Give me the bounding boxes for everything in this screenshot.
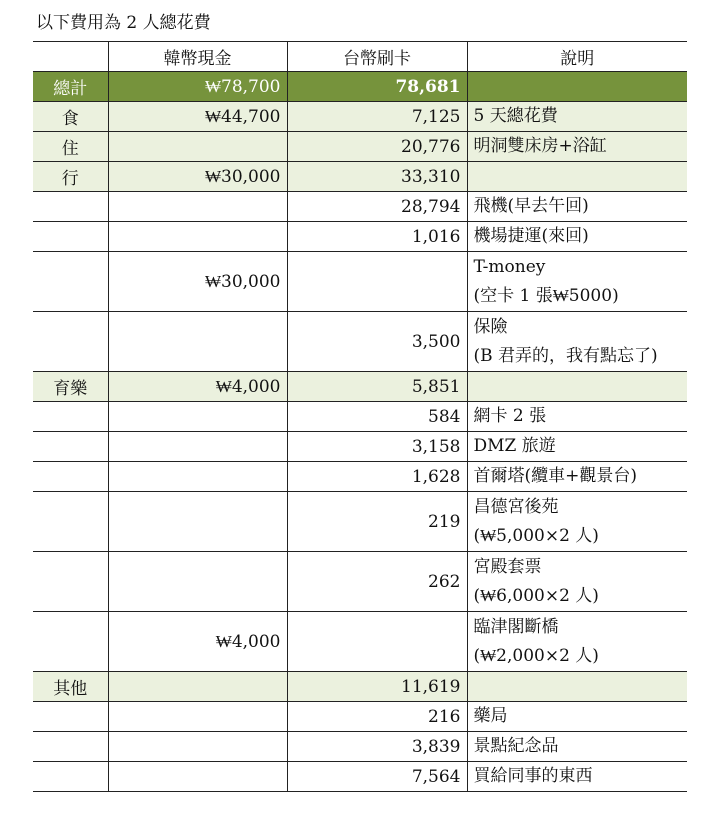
category-label bbox=[33, 312, 108, 372]
twd-card-cell: 219 bbox=[287, 492, 467, 552]
header-category bbox=[33, 42, 108, 72]
table-row bbox=[33, 552, 687, 612]
category-label bbox=[33, 252, 108, 312]
category-label bbox=[33, 492, 108, 552]
krw-cash-cell bbox=[108, 132, 287, 162]
description-cell bbox=[467, 672, 687, 702]
description-cell bbox=[467, 252, 687, 312]
krw-cash-cell: ₩30,000 bbox=[108, 252, 287, 312]
krw-cash-cell bbox=[108, 702, 287, 732]
krw-cash-cell bbox=[108, 432, 287, 462]
krw-cash-cell bbox=[108, 732, 287, 762]
category-row bbox=[33, 132, 687, 162]
description-cell bbox=[467, 552, 687, 612]
krw-cash-cell bbox=[108, 552, 287, 612]
table-row bbox=[33, 732, 687, 762]
category-row bbox=[33, 672, 687, 702]
twd-card-cell bbox=[287, 252, 467, 312]
twd-card-cell: 1,628 bbox=[287, 462, 467, 492]
category-row bbox=[33, 372, 687, 402]
krw-cash-cell: ₩30,000 bbox=[108, 162, 287, 192]
table-row bbox=[33, 432, 687, 462]
category-label: 食 bbox=[33, 102, 108, 132]
twd-card-cell: 20,776 bbox=[287, 132, 467, 162]
krw-cash-cell bbox=[108, 222, 287, 252]
description-cell bbox=[467, 222, 687, 252]
category-label bbox=[33, 702, 108, 732]
category-label bbox=[33, 552, 108, 612]
description-line: DMZ 旅遊 bbox=[473, 436, 556, 456]
description-line: (₩2,000×2 人) bbox=[473, 645, 599, 666]
krw-cash-cell bbox=[108, 672, 287, 702]
category-label bbox=[33, 192, 108, 222]
description-line: 昌德宮後苑 bbox=[473, 496, 559, 517]
twd-card-cell bbox=[287, 612, 467, 672]
table-row bbox=[33, 492, 687, 552]
description-line: (₩6,000×2 人) bbox=[473, 585, 599, 606]
krw-cash-cell bbox=[108, 312, 287, 372]
header-krw-cash: 韓幣現金 bbox=[108, 42, 287, 72]
expense-table bbox=[33, 41, 687, 792]
krw-cash-cell bbox=[108, 492, 287, 552]
table-row bbox=[33, 402, 687, 432]
total-note bbox=[467, 72, 687, 102]
twd-card-cell: 33,310 bbox=[287, 162, 467, 192]
twd-card-cell: 28,794 bbox=[287, 192, 467, 222]
total-krw: ₩78,700 bbox=[108, 72, 287, 102]
document-caption: 以下費用為 2 人總花費 bbox=[36, 13, 211, 33]
description-cell bbox=[467, 702, 687, 732]
krw-cash-cell bbox=[108, 462, 287, 492]
header-twd-card: 台幣刷卡 bbox=[287, 42, 467, 72]
twd-card-cell: 3,500 bbox=[287, 312, 467, 372]
twd-card-cell: 3,839 bbox=[287, 732, 467, 762]
description-cell bbox=[467, 102, 687, 132]
description-cell bbox=[467, 132, 687, 162]
category-label bbox=[33, 732, 108, 762]
description-line: (₩5,000×2 人) bbox=[473, 525, 599, 546]
description-line: 明洞雙床房+浴缸 bbox=[473, 136, 607, 156]
twd-card-cell: 7,564 bbox=[287, 762, 467, 792]
description-line: 保險 bbox=[473, 316, 508, 337]
description-cell bbox=[467, 312, 687, 372]
twd-card-cell: 3,158 bbox=[287, 432, 467, 462]
twd-card-cell: 5,851 bbox=[287, 372, 467, 402]
description-line: 臨津閣斷橋 bbox=[473, 616, 559, 637]
krw-cash-cell bbox=[108, 192, 287, 222]
description-cell bbox=[467, 402, 687, 432]
description-line: 藥局 bbox=[473, 706, 508, 726]
category-label bbox=[33, 222, 108, 252]
twd-card-cell: 584 bbox=[287, 402, 467, 432]
header-description: 說明 bbox=[467, 42, 687, 72]
category-label bbox=[33, 612, 108, 672]
category-label bbox=[33, 462, 108, 492]
category-label: 行 bbox=[33, 162, 108, 192]
category-label bbox=[33, 402, 108, 432]
description-line: 景點紀念品 bbox=[473, 736, 559, 756]
description-line: 5 天總花費 bbox=[473, 106, 558, 126]
total-label: 總計 bbox=[33, 72, 108, 102]
description-line: 買給同事的東西 bbox=[473, 766, 593, 786]
total-twd: 78,681 bbox=[287, 72, 467, 102]
krw-cash-cell: ₩44,700 bbox=[108, 102, 287, 132]
category-row bbox=[33, 102, 687, 132]
total-row bbox=[33, 72, 687, 102]
krw-cash-cell: ₩4,000 bbox=[108, 372, 287, 402]
description-cell bbox=[467, 612, 687, 672]
table-row bbox=[33, 192, 687, 222]
table-row bbox=[33, 702, 687, 732]
category-label: 育樂 bbox=[33, 372, 108, 402]
twd-card-cell: 1,016 bbox=[287, 222, 467, 252]
description-cell bbox=[467, 732, 687, 762]
twd-card-cell: 11,619 bbox=[287, 672, 467, 702]
table-row bbox=[33, 312, 687, 372]
description-cell bbox=[467, 432, 687, 462]
description-cell bbox=[467, 372, 687, 402]
table-row bbox=[33, 222, 687, 252]
description-line: 宮殿套票 bbox=[473, 556, 542, 577]
description-line: 機場捷運(來回) bbox=[473, 226, 589, 246]
table-row bbox=[33, 762, 687, 792]
krw-cash-cell: ₩4,000 bbox=[108, 612, 287, 672]
category-label: 其他 bbox=[33, 672, 108, 702]
twd-card-cell: 216 bbox=[287, 702, 467, 732]
description-line: (B 君弄的，我有點忘了) bbox=[473, 345, 658, 366]
description-line: T-money bbox=[473, 256, 546, 277]
description-cell bbox=[467, 162, 687, 192]
expense-table-body bbox=[33, 42, 687, 792]
table-header-row bbox=[33, 42, 687, 72]
category-label bbox=[33, 762, 108, 792]
description-cell bbox=[467, 192, 687, 222]
twd-card-cell: 7,125 bbox=[287, 102, 467, 132]
description-line: (空卡 1 張₩5000) bbox=[473, 285, 619, 306]
description-cell bbox=[467, 462, 687, 492]
category-label bbox=[33, 432, 108, 462]
krw-cash-cell bbox=[108, 762, 287, 792]
category-label: 住 bbox=[33, 132, 108, 162]
table-row bbox=[33, 462, 687, 492]
description-cell bbox=[467, 492, 687, 552]
twd-card-cell: 262 bbox=[287, 552, 467, 612]
table-row bbox=[33, 252, 687, 312]
description-line: 飛機(早去午回) bbox=[473, 196, 589, 216]
krw-cash-cell bbox=[108, 402, 287, 432]
description-cell bbox=[467, 762, 687, 792]
category-row bbox=[33, 162, 687, 192]
description-line: 網卡 2 張 bbox=[473, 406, 547, 426]
description-line: 首爾塔(纜車+觀景台) bbox=[473, 466, 638, 486]
table-row bbox=[33, 612, 687, 672]
